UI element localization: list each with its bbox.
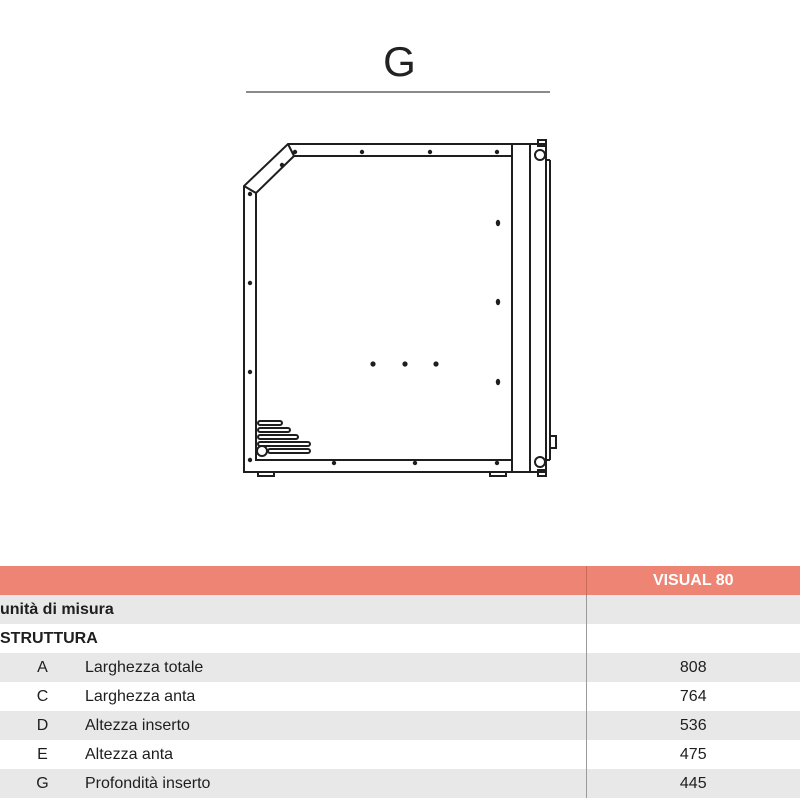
fastener-dots bbox=[248, 150, 500, 465]
model-name: VISUAL 80 bbox=[586, 566, 800, 595]
door-knob-bottom bbox=[535, 457, 545, 467]
spec-table bbox=[0, 566, 800, 798]
body-outline bbox=[244, 144, 512, 472]
side-view-drawing bbox=[238, 132, 568, 482]
inlet-circle bbox=[257, 446, 267, 456]
dimension-label: Larghezza totale bbox=[85, 653, 586, 682]
table-row bbox=[0, 711, 800, 740]
foot-left bbox=[258, 472, 274, 476]
dimension-label: Altezza anta bbox=[85, 740, 586, 769]
dimension-code: D bbox=[0, 711, 85, 740]
units-row bbox=[0, 595, 800, 624]
table-row bbox=[0, 653, 800, 682]
door-knob-top bbox=[535, 150, 545, 160]
title-divider bbox=[246, 91, 550, 93]
units-label: unità di misura bbox=[0, 595, 586, 624]
view-title: G bbox=[383, 38, 417, 85]
foot-right bbox=[490, 472, 506, 476]
dimension-value: 764 bbox=[586, 682, 800, 711]
hinge bbox=[550, 436, 556, 448]
dimension-value: 445 bbox=[586, 769, 800, 798]
table-header-row bbox=[0, 566, 800, 595]
dimension-label: Altezza inserto bbox=[85, 711, 586, 740]
dimension-value: 536 bbox=[586, 711, 800, 740]
dimension-label: Larghezza anta bbox=[85, 682, 586, 711]
section-row bbox=[0, 624, 800, 653]
dimension-label: Profondità inserto bbox=[85, 769, 586, 798]
table-row bbox=[0, 682, 800, 711]
dimension-value: 475 bbox=[586, 740, 800, 769]
dimension-code: G bbox=[0, 769, 85, 798]
table-row bbox=[0, 740, 800, 769]
dimension-code: A bbox=[0, 653, 85, 682]
section-label: STRUTTURA bbox=[0, 624, 586, 653]
dimension-code: E bbox=[0, 740, 85, 769]
dimension-value: 808 bbox=[586, 653, 800, 682]
table-row bbox=[0, 769, 800, 798]
dimension-code: C bbox=[0, 682, 85, 711]
